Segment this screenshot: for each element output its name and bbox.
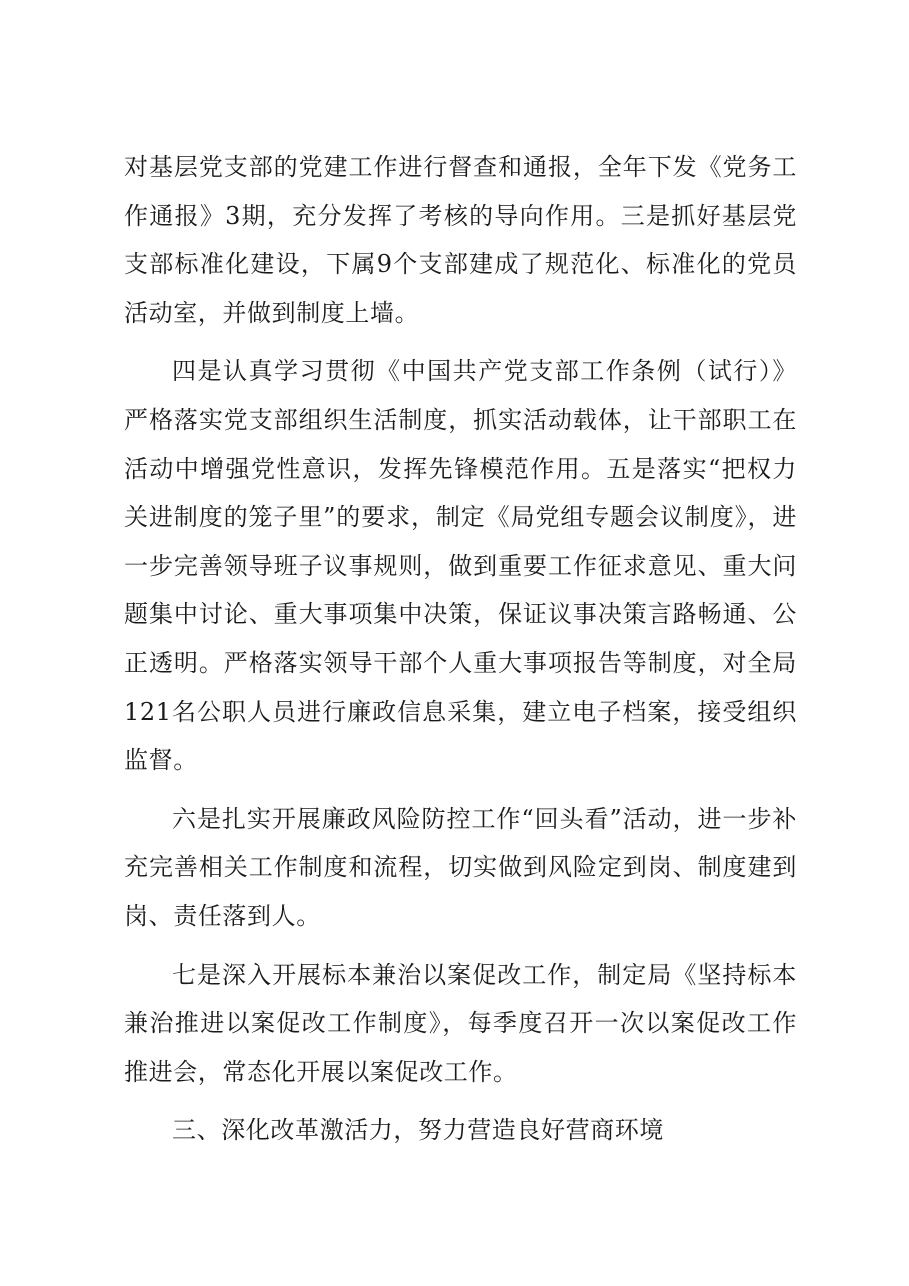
paragraph-six: 六是扎实开展廉政风险防控工作“回头看”活动，进一步补充完善相关工作制度和流程，切实做到风险定到岗、制度建到岗、责任落到人。 — [124, 804, 797, 930]
section-heading: 三、深化改革激活力，努力营造良好营商环境 — [172, 1116, 664, 1145]
paragraph-four-five: 四是认真学习贯彻《中国共产党支部工作条例（试行）》严格落实党支部组织生活制度，抓实活动载体，让干部职工在活动中增强党性意识，发挥先锋模范作用。五是落实“把权力关进制度的笼子里”的要求，制定《局党组专题会议制度》，进一步完善领导班子议事规则，做到重要工作征求意见、重大问题集中讨论、重大事项集中决策，保证议事决策言路畅通、公正透明。严格落实领导干部个人重大事项报告等制度，对全局121名公职人员进行廉政信息采集，建立电子档案，接受组织监督。 — [124, 357, 797, 775]
paragraph-seven: 七是深入开展标本兼治以案促改工作，制定局《坚持标本兼治推进以案促改工作制度》，每季度召开一次以案促改工作推进会，常态化开展以案促改工作。 — [124, 960, 797, 1086]
paragraph-continued: 对基层党支部的党建工作进行督查和通报，全年下发《党务工作通报》3期，充分发挥了考核的导向作用。三是抓好基层党支部标准化建设，下属9个支部建成了规范化、标准化的党员活动室，并做到制度上墙。 — [124, 153, 797, 327]
document-body — [124, 143, 797, 1165]
